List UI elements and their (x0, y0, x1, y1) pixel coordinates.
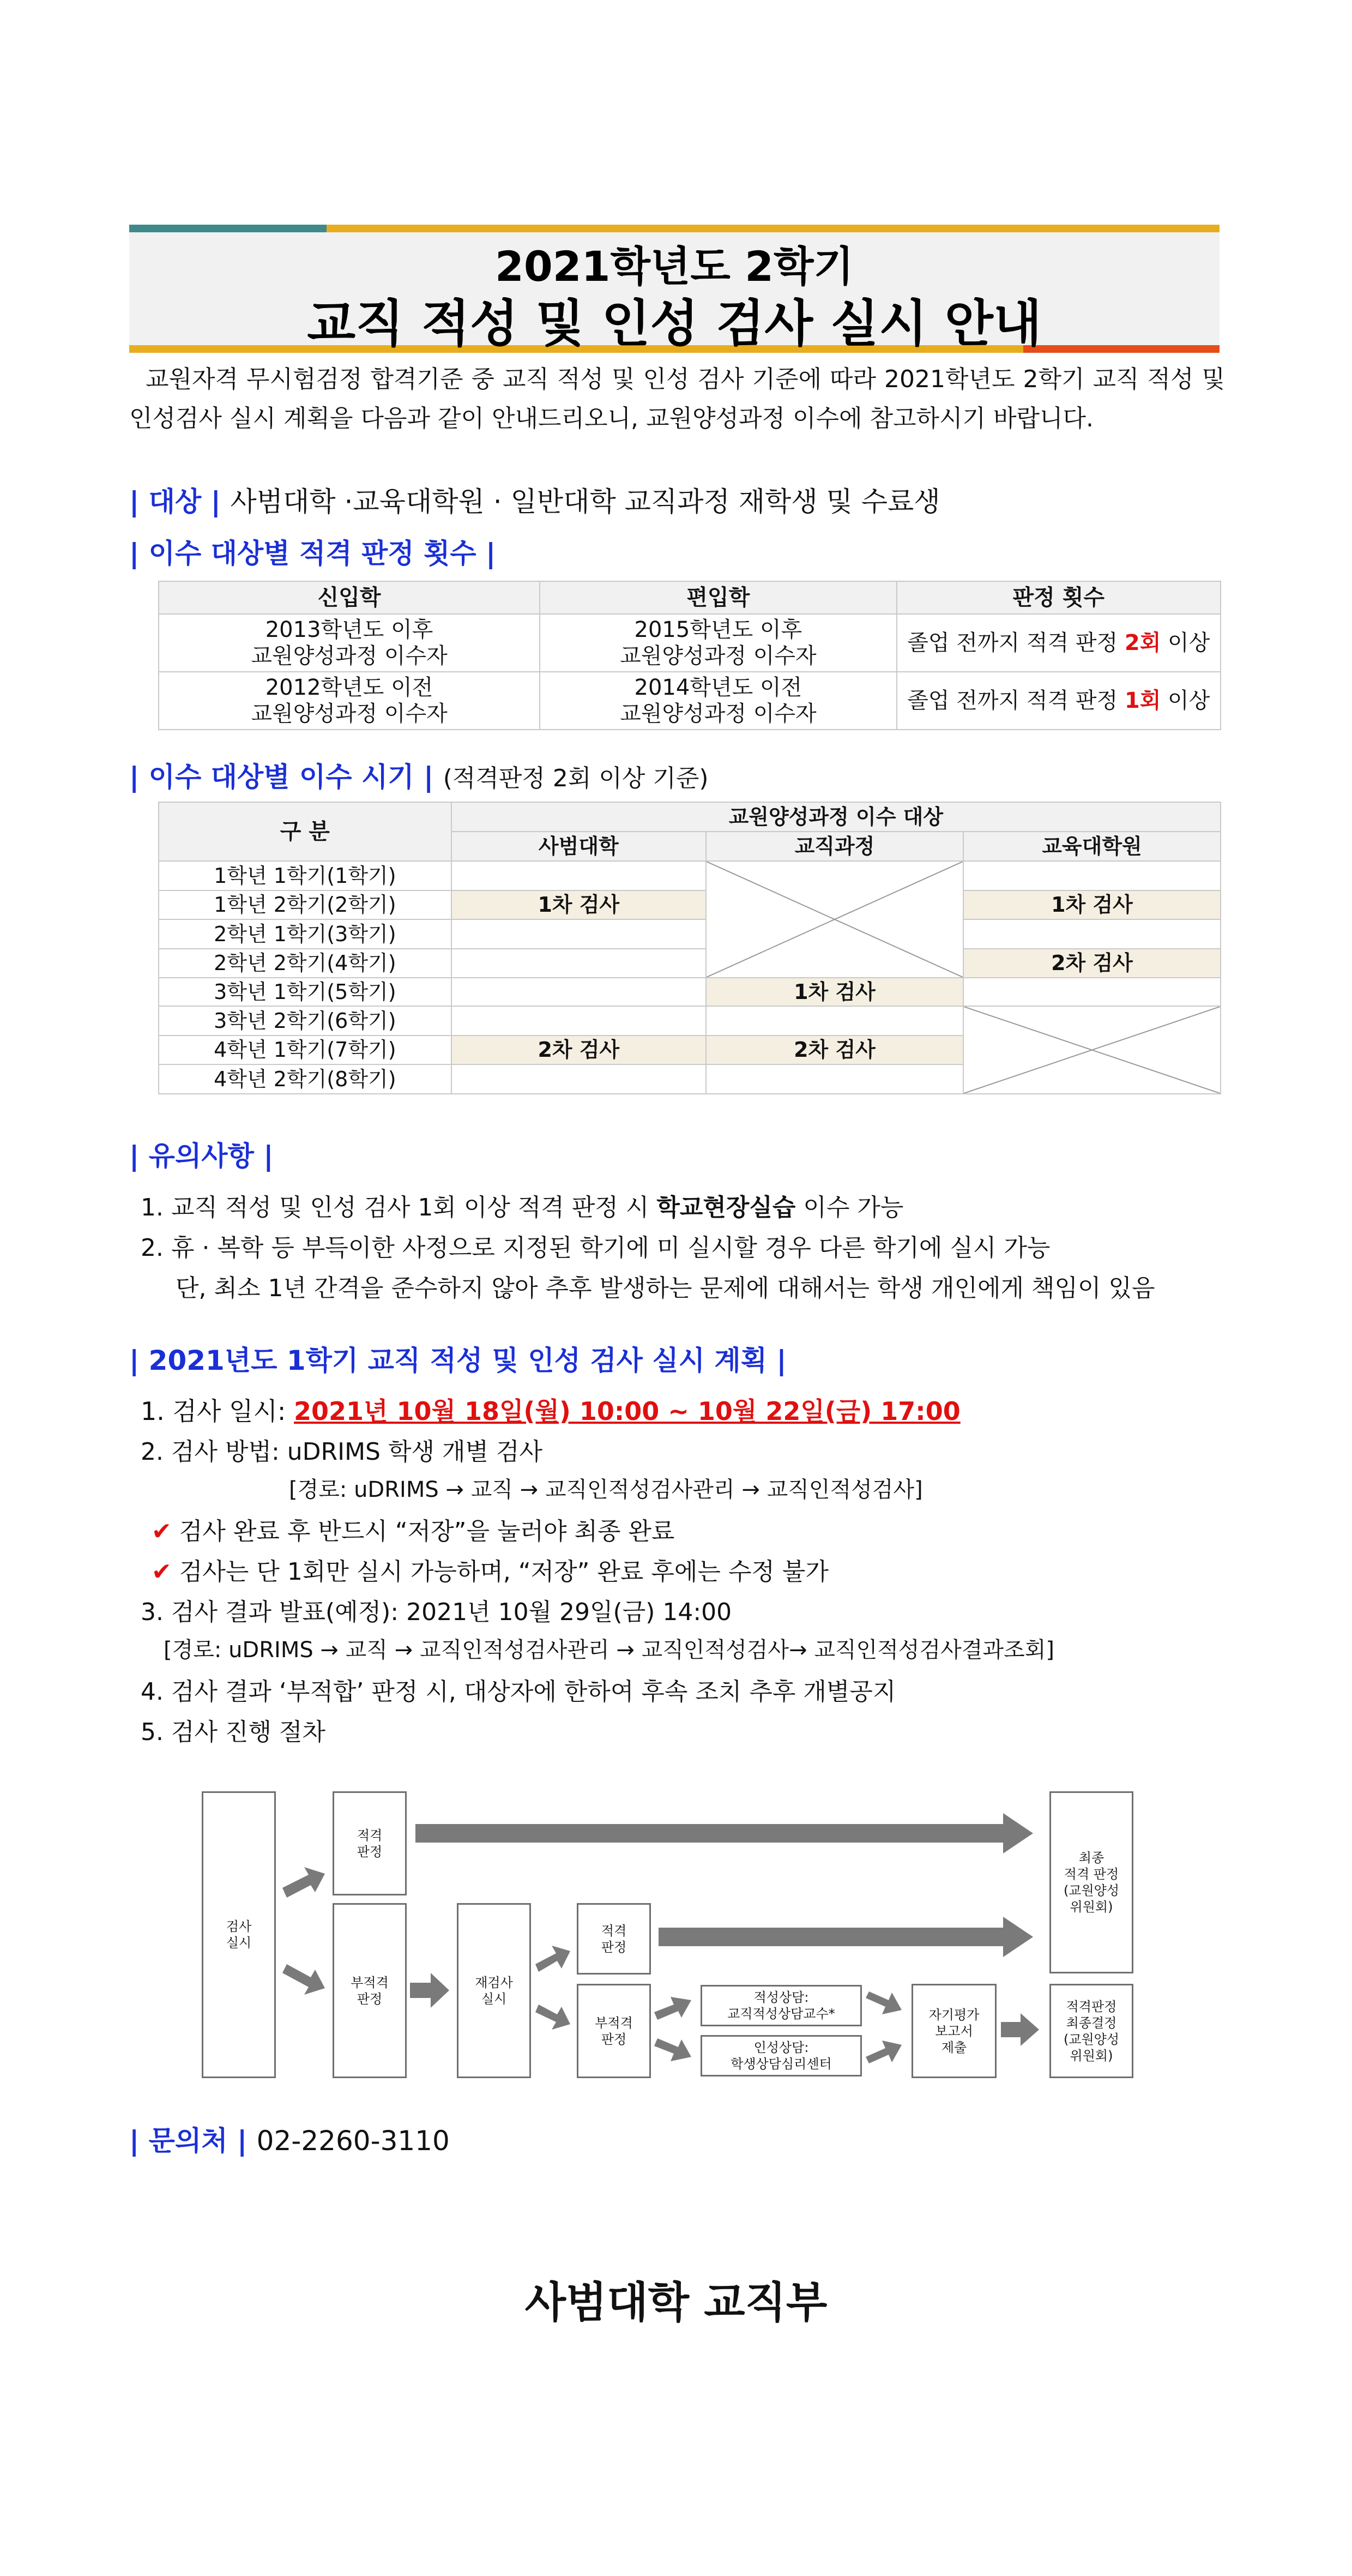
contact-label: | 문의처 | (129, 2125, 248, 2157)
plan-check-1-text: 검사 완료 후 반드시 “저장”을 눌러야 최종 완료 (179, 1518, 675, 1545)
header-col-teaching: 교직과정 (706, 832, 963, 861)
intro-paragraph: 교원자격 무시험검정 합격기준 중 교직 적성 및 인성 검사 기준에 따라 2021학년도 2학기 교직 적성 및 인성검사 실시 계획을 다음과 같이 안내드리오니, 교원양성과정 이수에 참고하시기 바랍니다. (129, 365, 1225, 432)
contact-section (129, 2119, 450, 2158)
count-suffix: 이상 (1161, 630, 1210, 655)
flow-pass2-label: 적격 판정 (601, 1923, 627, 1955)
flow-counsel2-label: 인성상담: 학생상담심리센터 (731, 2040, 832, 2072)
flow-final2-label: 적격판정 최종결정 (교원양성 위원회) (1063, 1999, 1120, 2063)
semester-cell: 4학년 2학기(8학기) (159, 1064, 451, 1094)
count-text: 졸업 전까지 적격 판정 (907, 688, 1125, 713)
check-icon: ✔ (152, 1558, 172, 1586)
plan-section-label: | 2021년도 1학기 교직 적성 및 인성 검사 실시 계획 | (129, 1345, 787, 1376)
plan-item-4: 4. 검사 결과 ‘부적합’ 판정 시, 대상자에 한하여 후속 조치 추후 개별공지 (141, 1678, 896, 1706)
arrow-right-icon (1001, 2013, 1039, 2046)
count-suffix: 이상 (1161, 688, 1210, 713)
header-col-graduate: 교육대학원 (963, 832, 1221, 861)
note-item-2-sub: 단, 최소 1년 간격을 준수하지 않아 추후 발생하는 문제에 대해서는 학생 개인에게 책임이 있음 (176, 1274, 1155, 1302)
first-test-graduate: 1차 검사 (963, 890, 1221, 920)
plan-item-5: 5. 검사 진행 절차 (141, 1718, 325, 1746)
semester-cell: 3학년 1학기(5학기) (159, 978, 451, 1006)
note-item-2: 2. 휴 · 복학 등 부득이한 사정으로 지정된 학기에 미 실시할 경우 다른 학기에 실시 가능 (141, 1234, 1051, 1262)
cell-new-entry: 2012학년도 이전 교원양성과정 이수자 (159, 672, 540, 730)
arrow-right-icon (659, 1917, 1033, 1957)
cell-transfer: 2015학년도 이후 교원양성과정 이수자 (540, 614, 896, 672)
count-value: 2회 (1124, 630, 1161, 655)
contact-phone: 02-2260-3110 (256, 2125, 450, 2157)
note-item-1-bold: 학교현장실습 (656, 1194, 796, 1221)
header-count: 판정 횟수 (897, 581, 1221, 614)
arrow-up-right-icon (654, 1997, 691, 2020)
second-test-education: 2차 검사 (451, 1036, 706, 1065)
semester-cell: 3학년 2학기(6학기) (159, 1006, 451, 1036)
page-title-semester: 2021학년도 2학기 (495, 242, 854, 291)
second-test-graduate: 2차 검사 (963, 949, 1221, 978)
first-test-education: 1차 검사 (451, 890, 706, 920)
plan-date-label: 1. 검사 일시: (141, 1397, 294, 1426)
arrow-down-right-icon (282, 1964, 325, 1995)
cell-new-entry: 2013학년도 이후 교원양성과정 이수자 (159, 614, 540, 672)
plan-result-path: [경로: uDRIMS → 교직 → 교직인적성검사관리 → 교직인적성검사→ 교직인적성검사결과조회] (164, 1638, 1054, 1663)
target-label: | 대상 | (129, 486, 221, 517)
arrow-up-right-icon (282, 1867, 325, 1898)
plan-check-2-text: 검사는 단 1회만 실시 가능하며, “저장” 완료 후에는 수정 불가 (179, 1558, 829, 1586)
header-transfer: 편입학 (540, 581, 896, 614)
cell-transfer: 2014학년도 이전 교원양성과정 이수자 (540, 672, 896, 730)
header-top: 교원양성과정 이수 대상 (451, 802, 1221, 832)
flow-report-label: 자기평가 보고서 제출 (928, 2007, 980, 2055)
plan-method: 2. 검사 방법: uDRIMS 학생 개별 검사 (141, 1438, 542, 1466)
count-value: 1회 (1124, 688, 1161, 713)
second-test-teaching: 2차 검사 (706, 1036, 963, 1065)
semester-cell: 2학년 1학기(3학기) (159, 919, 451, 949)
flow-fail1-label: 부적격 판정 (351, 1975, 389, 2007)
check-icon: ✔ (152, 1518, 172, 1545)
semester-cell: 1학년 2학기(2학기) (159, 890, 451, 920)
count-section-label: | 이수 대상별 적격 판정 횟수 | (129, 538, 496, 569)
page-title: 교직 적성 및 인성 검사 실시 안내 (307, 294, 1042, 353)
target-value: 사범대학 ·교육대학원 · 일반대학 교직과정 재학생 및 수료생 (230, 486, 940, 517)
semester-cell: 1학년 1학기(1학기) (159, 861, 451, 890)
count-text: 졸업 전까지 적격 판정 (907, 630, 1125, 655)
timing-section-label: | 이수 대상별 이수 시기 | (129, 761, 434, 793)
notes-section-label: | 유의사항 | (129, 1140, 274, 1172)
arrow-up-right-icon (866, 2041, 902, 2063)
flow-exam-label: 검사 실시 (226, 1919, 252, 1951)
timing-section-note: (적격판정 2회 이상 기준) (443, 765, 709, 792)
arrow-up-right-icon (535, 1946, 570, 1972)
flow-pass1-label: 적격 판정 (357, 1827, 383, 1859)
flow-counsel1-label: 적성상담: 교직적성상담교수* (727, 1990, 835, 2021)
header-new-entry: 신입학 (159, 581, 540, 614)
flow-retest-label: 재검사 실시 (475, 1975, 513, 2007)
arrow-right-icon (410, 1973, 449, 2008)
flow-fail2-label: 부적격 판정 (595, 2015, 633, 2047)
arrow-down-right-icon (654, 2038, 691, 2061)
arrow-down-right-icon (866, 1991, 902, 2014)
plan-date-value: 2021년 10월 18일(월) 10:00 ~ 10월 22일(금) 17:00 (294, 1397, 961, 1426)
arrow-down-right-icon (535, 2005, 570, 2030)
plan-method-path: [경로: uDRIMS → 교직 → 교직인적성검사관리 → 교직인적성검사] (289, 1477, 923, 1502)
note-item-1-suffix: 이수 가능 (795, 1194, 904, 1221)
header-col-education: 사범대학 (451, 832, 706, 861)
header-group: 구 분 (159, 802, 451, 861)
footer-department: 사범대학 교직부 (524, 2278, 828, 2327)
flow-final1-label: 최종 적격 판정 (교원양성 위원회) (1063, 1850, 1120, 1915)
semester-cell: 2학년 2학기(4학기) (159, 949, 451, 978)
first-test-teaching: 1차 검사 (706, 978, 963, 1006)
arrow-right-icon (415, 1813, 1033, 1853)
semester-cell: 4학년 1학기(7학기) (159, 1036, 451, 1065)
plan-result: 3. 검사 결과 발표(예정): 2021년 10월 29일(금) 14:00 (141, 1598, 732, 1626)
note-item-1-text: 1. 교직 적성 및 인성 검사 1회 이상 적격 판정 시 (141, 1194, 657, 1221)
